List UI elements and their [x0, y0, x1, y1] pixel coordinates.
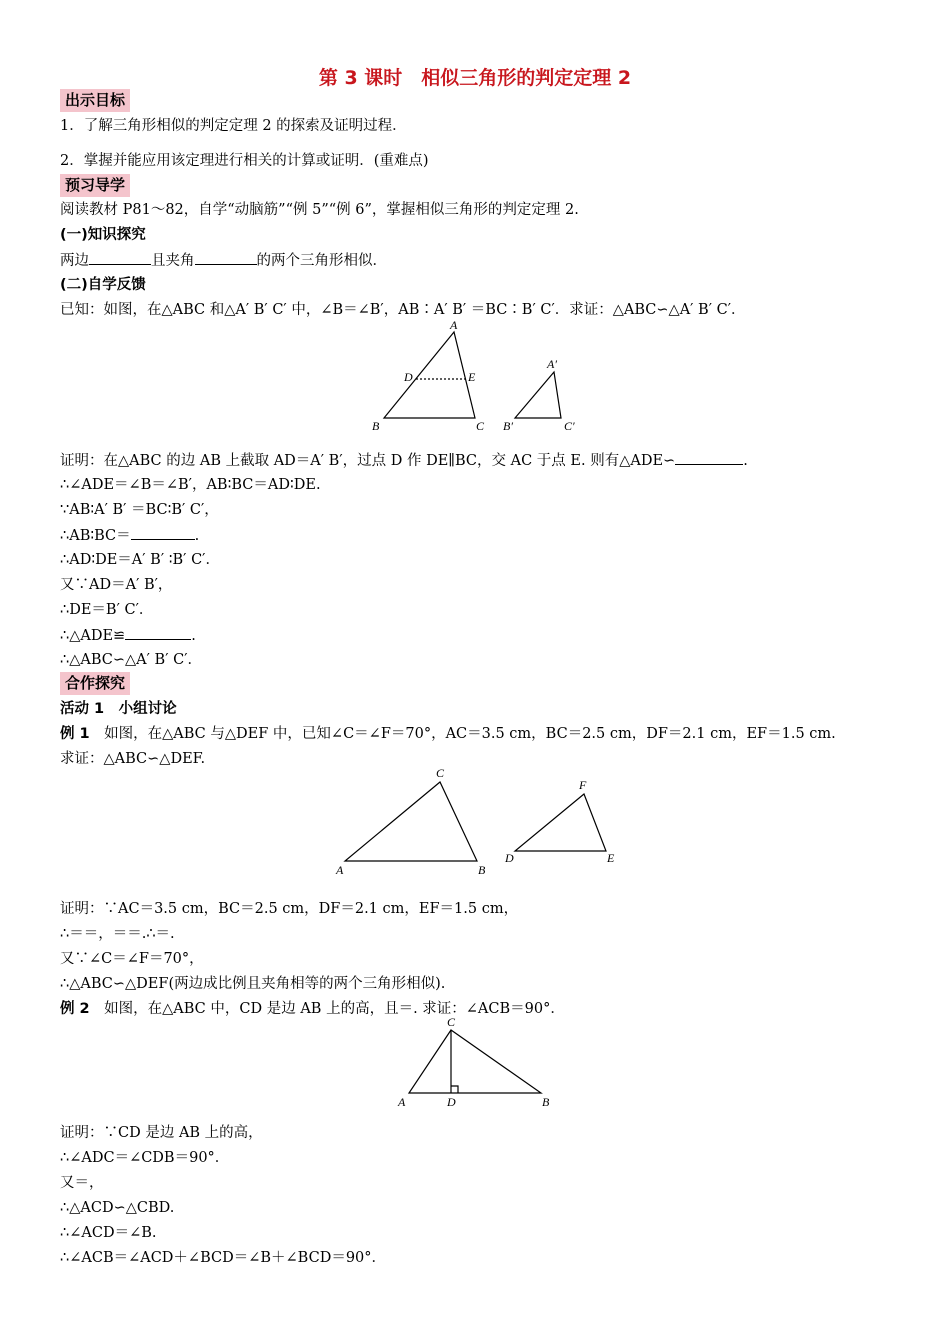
- proof-4-end: .: [194, 528, 200, 544]
- label-b: B: [372, 419, 380, 433]
- feedback-proof-2: ∴∠ADE＝∠B＝∠B′，AB∶BC＝AD∶DE.: [60, 477, 321, 493]
- example-1-text: 如图，在△ABC 与△DEF 中，已知∠C＝∠F＝70°，AC＝3.5 cm，BC＝2.5 cm，DF＝2.1 cm，EF＝1.5 cm.: [89, 726, 836, 742]
- feedback-proof-7: ∴DE＝B′ C′．: [60, 602, 154, 618]
- proof-4-text: ∴AB∶BC＝: [60, 528, 131, 544]
- example-2-proof-2: ∴∠ADC＝∠CDB＝90°．: [60, 1150, 230, 1166]
- example-1-label: 例 1: [60, 726, 90, 742]
- example-2-proof-6: ∴∠ACB＝∠ACD＋∠BCD＝∠B＋∠BCD＝90°．: [60, 1250, 387, 1266]
- example-1-proof-4: ∴△ABC∽△DEF(两边成比例且夹角相等的两个三角形相似).: [60, 976, 446, 992]
- page-title: 第 3 课时 相似三角形的判定定理 2: [318, 67, 632, 89]
- example-2-proof-3: 又＝，: [60, 1175, 104, 1191]
- example-2-proof-1: 证明：∵CD 是边 AB 上的高，: [60, 1125, 263, 1141]
- example-2-text: 如图，在△ABC 中，CD 是边 AB 上的高，且＝. 求证：∠ACB＝90°．: [89, 1001, 565, 1017]
- label-a: A: [450, 318, 458, 332]
- section-preview: 预习导学: [60, 174, 130, 197]
- activity-heading: 活动 1 小组讨论: [60, 701, 177, 717]
- goal-2: 2．掌握并能应用该定理进行相关的计算或证明．(重难点): [60, 153, 429, 169]
- feedback-proof-5: ∴AD∶DE＝A′ B′ ∶B′ C′．: [60, 552, 220, 568]
- label-b: B: [542, 1095, 550, 1109]
- label-b-prime: B′: [503, 419, 513, 433]
- proof-8-end: .: [191, 628, 196, 644]
- feedback-proof-3: ∵AB∶A′ B′ ＝BC∶B′ C′，: [60, 502, 219, 518]
- label-e: E: [607, 851, 615, 865]
- section-cooperate: 合作探究: [60, 672, 130, 695]
- example-1-prove: 求证：△ABC∽△DEF.: [60, 751, 206, 767]
- proof-1-end: .: [743, 453, 748, 469]
- knowledge-heading: (一)知识探究: [60, 227, 146, 243]
- label-a: A: [398, 1095, 406, 1109]
- label-d: D: [404, 370, 413, 384]
- goal-1: 1．了解三角形相似的判定定理 2 的探索及证明过程．: [60, 118, 407, 134]
- knowledge-text-3: 的两个三角形相似．: [256, 253, 387, 269]
- proof-1-text: 证明：在△ABC 的边 AB 上截取 AD＝A′ B′，过点 D 作 DE∥BC，交 AC 于点 E. 则有△ADE∽: [60, 453, 676, 469]
- proof-8-text: ∴△ADE≌: [60, 628, 126, 644]
- label-a: A: [336, 863, 344, 877]
- example-1-proof-3: 又∵∠C＝∠F＝70°，: [60, 951, 204, 967]
- label-a-prime: A′: [547, 357, 557, 371]
- label-d: D: [505, 851, 514, 865]
- example-1-proof-1: 证明：∵AC＝3.5 cm，BC＝2.5 cm，DF＝2.1 cm，EF＝1.5 cm，: [60, 901, 519, 917]
- example-2-proof-4: ∴△ACD∽△CBD.: [60, 1200, 175, 1216]
- example-2-label: 例 2: [60, 1001, 90, 1017]
- label-c: C: [436, 766, 445, 780]
- knowledge-text-2: 且夹角: [151, 253, 195, 269]
- example-2-proof-5: ∴∠ACD＝∠B.: [60, 1225, 157, 1241]
- label-f: F: [579, 778, 587, 792]
- label-d: D: [447, 1095, 456, 1109]
- section-show-goals: 出示目标: [60, 89, 130, 112]
- right-angle-mark: [451, 1086, 458, 1093]
- triangle-abc-ex2: [409, 1030, 541, 1093]
- label-b: B: [478, 863, 486, 877]
- label-c: C: [476, 419, 485, 433]
- feedback-proof-6: 又∵AD＝A′ B′，: [60, 577, 173, 593]
- preview-intro: 阅读教材 P81～82，自学“动脑筋”“例 5”“例 6”，掌握相似三角形的判定定理 2.: [60, 202, 579, 218]
- label-c-prime: C′: [564, 419, 575, 433]
- label-e: E: [468, 370, 476, 384]
- label-c: C: [447, 1015, 456, 1029]
- feedback-heading: (二)自学反馈: [60, 277, 146, 293]
- feedback-proof-9: ∴△ABC∽△A′ B′ C′．: [60, 652, 202, 668]
- feedback-given: 已知：如图，在△ABC 和△A′ B′ C′ 中，∠B＝∠B′，AB∶A′ B′ ＝BC∶B′ C′．求证：△ABC∽△A′ B′ C′．: [60, 302, 746, 318]
- knowledge-text-1: 两边: [60, 253, 89, 269]
- example-1-proof-2: ∴＝＝，＝＝.∴＝.: [60, 926, 175, 942]
